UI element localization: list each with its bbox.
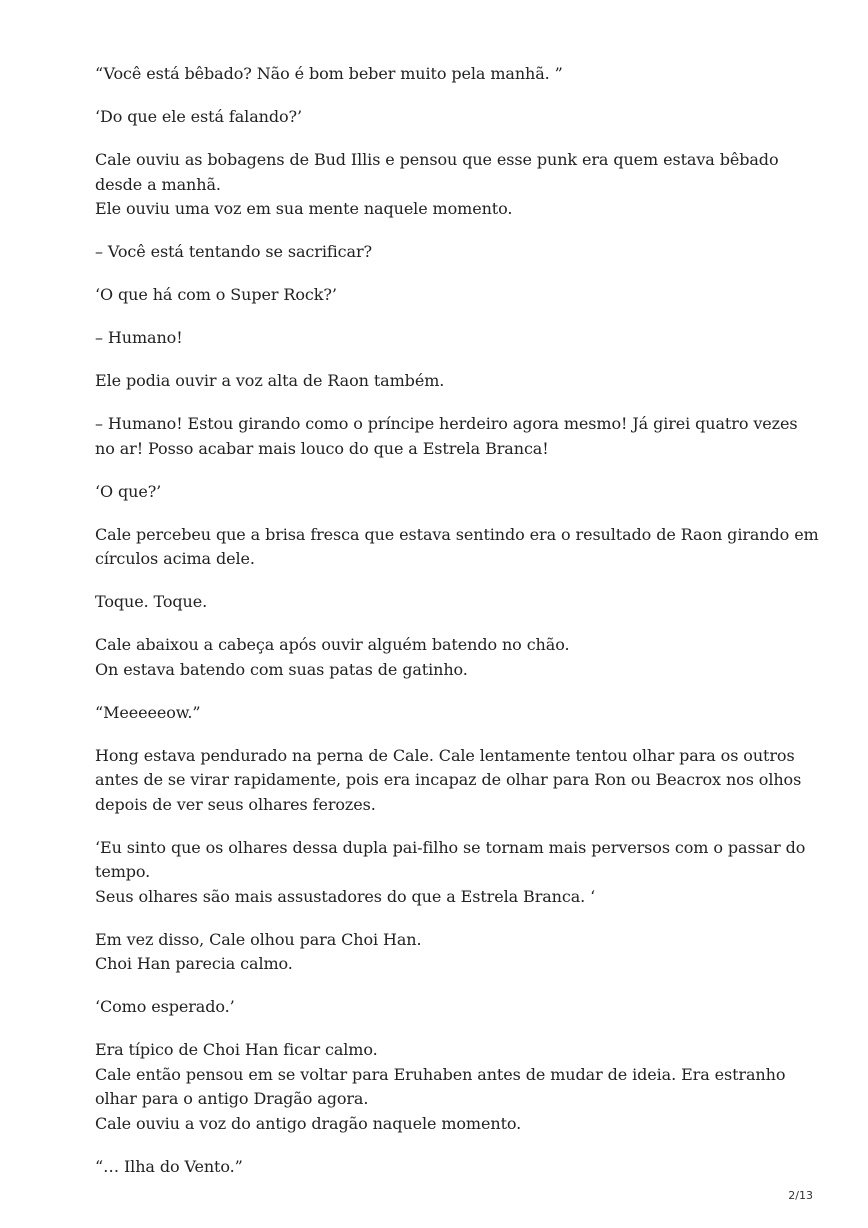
text-line: Em vez disso, Cale olhou para Choi Han. — [95, 929, 422, 949]
text-line: Cale abaixou a cabeça após ouvir alguém batendo no chão. — [95, 635, 570, 654]
text-line: antes de se virar rapidamente, pois era incapaz de olhar para Ron ou Beacrox nos olhos — [95, 770, 802, 789]
text-line: olhar para o antigo Dragão agora. — [95, 1089, 369, 1108]
text-line: “Meeeeeow.” — [95, 702, 201, 722]
text-line: ‘Do que ele está falando?’ — [95, 107, 302, 126]
paragraph — [95, 148, 795, 222]
paragraph — [95, 1038, 795, 1136]
text-line: ‘O que há com o Super Rock?’ — [95, 285, 337, 304]
paragraph — [95, 326, 795, 351]
paragraph — [95, 744, 802, 818]
text-line: Choi Han parecia calmo. — [95, 954, 293, 973]
text-line: On estava batendo com suas patas de gatinho. — [95, 659, 468, 679]
paragraph — [95, 995, 795, 1020]
text-line: Seus olhares são mais assustadores do que a Estrela Branca. ‘ — [95, 886, 596, 906]
text-line: Ele ouviu uma voz em sua mente naquele momento. — [95, 199, 513, 218]
paragraph — [95, 62, 795, 87]
paragraph — [95, 1155, 795, 1180]
text-line: Hong estava pendurado na perna de Cale. Cale lentamente tentou olhar para os outros — [95, 745, 795, 765]
text-line: Era típico de Choi Han ficar calmo. — [95, 1040, 378, 1059]
text-line: desde a manhã. — [95, 174, 221, 194]
text-line: Cale ouviu as bobagens de Bud Illis e pensou que esse punk era quem estava bêbado — [95, 150, 779, 169]
text-line: “Você está bêbado? Não é bom beber muito pela manhã. ” — [95, 64, 563, 83]
text-line: tempo. — [95, 862, 151, 881]
paragraph — [95, 633, 795, 682]
paragraph — [95, 412, 798, 461]
paragraph — [95, 369, 795, 394]
text-line: Cale então pensou em se voltar para Eruhaben antes de mudar de ideia. Era estranho — [95, 1064, 786, 1084]
text-line: Toque. Toque. — [95, 592, 208, 611]
paragraph — [95, 240, 795, 265]
text-line: Cale ouviu a voz do antigo dragão naquele momento. — [95, 1113, 522, 1133]
text-line: círculos acima dele. — [95, 549, 255, 568]
paragraph — [95, 928, 795, 977]
paragraph — [95, 836, 806, 910]
text-line: – Humano! Estou girando como o príncipe herdeiro agora mesmo! Já girei quatro vezes — [95, 414, 798, 433]
text-line: Cale percebeu que a brisa fresca que estava sentindo era o resultado de Raon girando em — [95, 524, 819, 544]
paragraph — [95, 701, 795, 726]
text-line: depois de ver seus olhares ferozes. — [95, 794, 376, 814]
paragraph — [95, 105, 795, 130]
paragraph — [95, 283, 795, 308]
text-line: ‘O que?’ — [95, 481, 162, 501]
text-line: ‘Como esperado.’ — [95, 997, 235, 1016]
page-number: 2/13 — [788, 1189, 813, 1202]
text-line: Ele podia ouvir a voz alta de Raon também. — [95, 371, 445, 390]
text-line: “… Ilha do Vento.” — [95, 1156, 243, 1176]
paragraph — [95, 480, 795, 505]
paragraph — [95, 590, 795, 615]
text-line: – Humano! — [95, 328, 183, 347]
text-line: ‘Eu sinto que os olhares dessa dupla pai-filho se tornam mais perversos com o passar do — [95, 837, 806, 857]
text-line: no ar! Posso acabar mais louco do que a Estrela Branca! — [95, 438, 549, 458]
text-line: – Você está tentando se sacrificar? — [95, 242, 373, 261]
paragraph — [95, 523, 819, 572]
